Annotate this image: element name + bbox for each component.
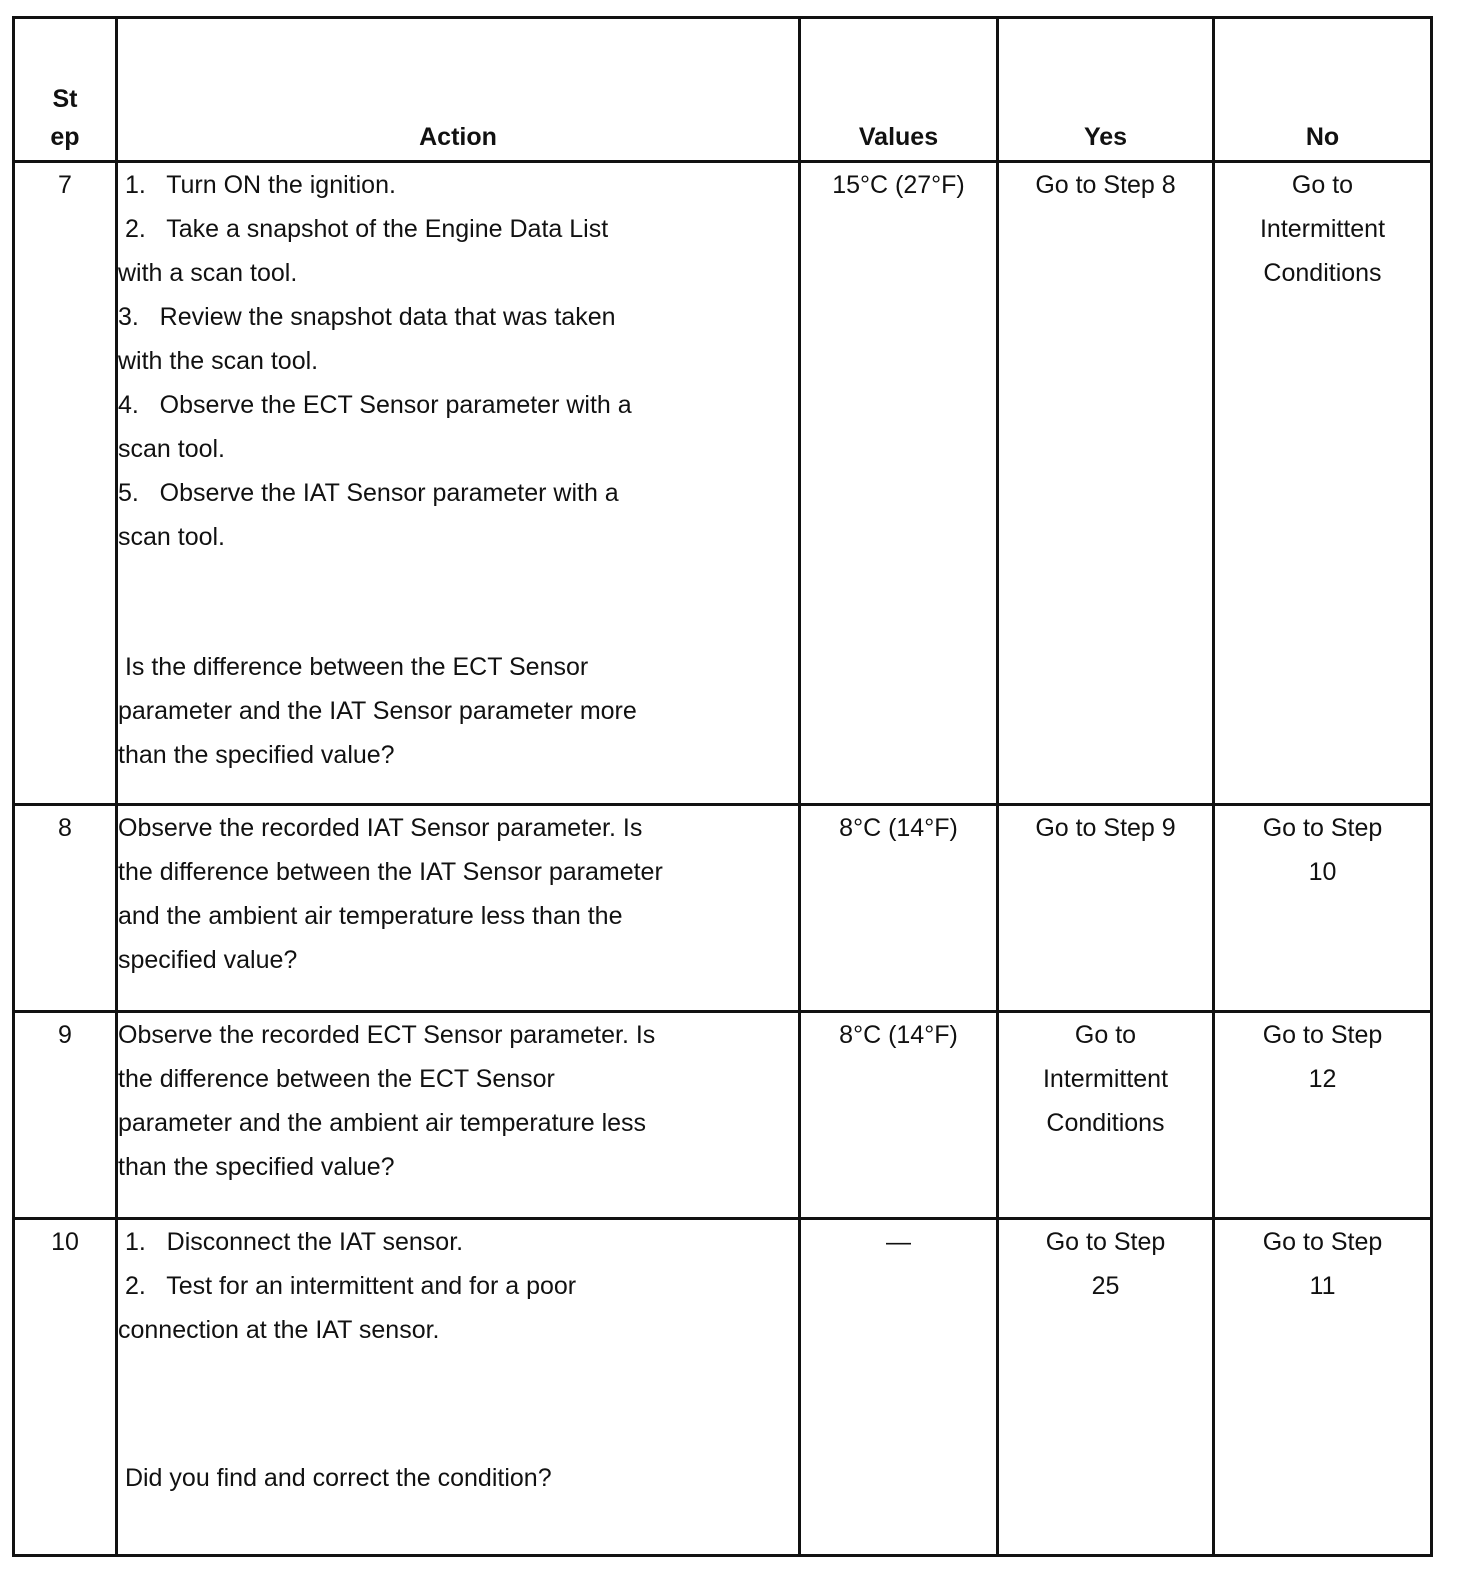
action-line: 4. Observe the ECT Sensor parameter with a — [118, 391, 632, 419]
yes-line: Intermittent — [1042, 1065, 1169, 1093]
no-line: 10 — [1308, 858, 1337, 886]
action-line: 2. Test for an intermittent and for a poor — [118, 1272, 577, 1300]
yes-line: Go to Step 8 — [1035, 171, 1176, 199]
action-line: the difference between the IAT Sensor parameter — [118, 858, 663, 886]
yes-line: Go to Step 9 — [1035, 814, 1176, 842]
action-line: specified value? — [118, 946, 298, 974]
yes-line: Go to — [1074, 1021, 1137, 1049]
no-line: 11 — [1309, 1272, 1336, 1300]
step-number: 10 — [14, 1219, 117, 1556]
step-number: 9 — [14, 1012, 117, 1219]
yes-line: Go to Step — [1045, 1228, 1166, 1256]
action-line: scan tool. — [118, 435, 226, 463]
header-row — [14, 18, 1432, 162]
no-line: Go to Step — [1262, 814, 1383, 842]
no-line: 12 — [1308, 1065, 1337, 1093]
table-row — [14, 1219, 1432, 1556]
yes-cell — [998, 1012, 1214, 1219]
action-cell — [117, 1219, 800, 1556]
action-line: 5. Observe the IAT Sensor parameter with a — [118, 479, 619, 507]
table-row — [14, 805, 1432, 1012]
diagnostic-table — [12, 16, 1433, 1557]
yes-cell — [998, 805, 1214, 1012]
action-line: 1. Disconnect the IAT sensor. — [118, 1228, 464, 1256]
yes-line: 25 — [1091, 1272, 1120, 1300]
value-cell: 8°C (14°F) — [800, 805, 998, 1012]
no-line: Go to Step — [1262, 1228, 1383, 1256]
action-line: than the specified value? — [118, 1153, 395, 1181]
action-line: with a scan tool. — [118, 259, 298, 287]
action-line: Observe the recorded ECT Sensor parameter. Is — [118, 1021, 656, 1049]
action-cell — [117, 1012, 800, 1219]
table-row — [14, 1012, 1432, 1219]
header-action: Action — [117, 18, 800, 162]
no-cell — [1214, 1012, 1432, 1219]
no-line: Intermittent — [1259, 215, 1386, 243]
yes-line: Conditions — [1046, 1109, 1165, 1137]
question-line: Did you find and correct the condition? — [118, 1464, 552, 1492]
question-line: parameter and the IAT Sensor parameter more — [118, 697, 637, 725]
yes-cell — [998, 162, 1214, 805]
question-line: than the specified value? — [118, 741, 395, 769]
action-line: and the ambient air temperature less than the — [118, 902, 623, 930]
action-line: 3. Review the snapshot data that was taken — [118, 303, 616, 331]
action-line: the difference between the ECT Sensor — [118, 1065, 555, 1093]
no-line: Go to — [1291, 171, 1354, 199]
no-line: Conditions — [1263, 259, 1382, 287]
action-line: 2. Take a snapshot of the Engine Data List — [118, 215, 609, 243]
header-yes: Yes — [998, 18, 1214, 162]
question-line: Is the difference between the ECT Sensor — [118, 653, 589, 681]
action-line: connection at the IAT sensor. — [118, 1316, 440, 1344]
action-line: parameter and the ambient air temperature less — [118, 1109, 647, 1137]
value-cell: 8°C (14°F) — [800, 1012, 998, 1219]
no-cell — [1214, 1219, 1432, 1556]
no-cell — [1214, 805, 1432, 1012]
step-number: 8 — [14, 805, 117, 1012]
step-number: 7 — [14, 162, 117, 805]
action-line: 1. Turn ON the ignition. — [118, 171, 396, 199]
action-line: with the scan tool. — [118, 347, 319, 375]
action-cell — [117, 162, 800, 805]
action-line: scan tool. — [118, 523, 226, 551]
no-line: Go to Step — [1262, 1021, 1383, 1049]
table-row — [14, 162, 1432, 805]
yes-cell — [998, 1219, 1214, 1556]
value-cell: — — [800, 1219, 998, 1556]
no-cell — [1214, 162, 1432, 805]
action-line: Observe the recorded IAT Sensor parameter. Is — [118, 814, 643, 842]
header-step-line: ep — [50, 123, 80, 151]
value-cell: 15°C (27°F) — [800, 162, 998, 805]
header-step-line: St — [52, 85, 78, 113]
header-no: No — [1214, 18, 1432, 162]
action-cell — [117, 805, 800, 1012]
header-values: Values — [800, 18, 998, 162]
header-step — [14, 18, 117, 162]
